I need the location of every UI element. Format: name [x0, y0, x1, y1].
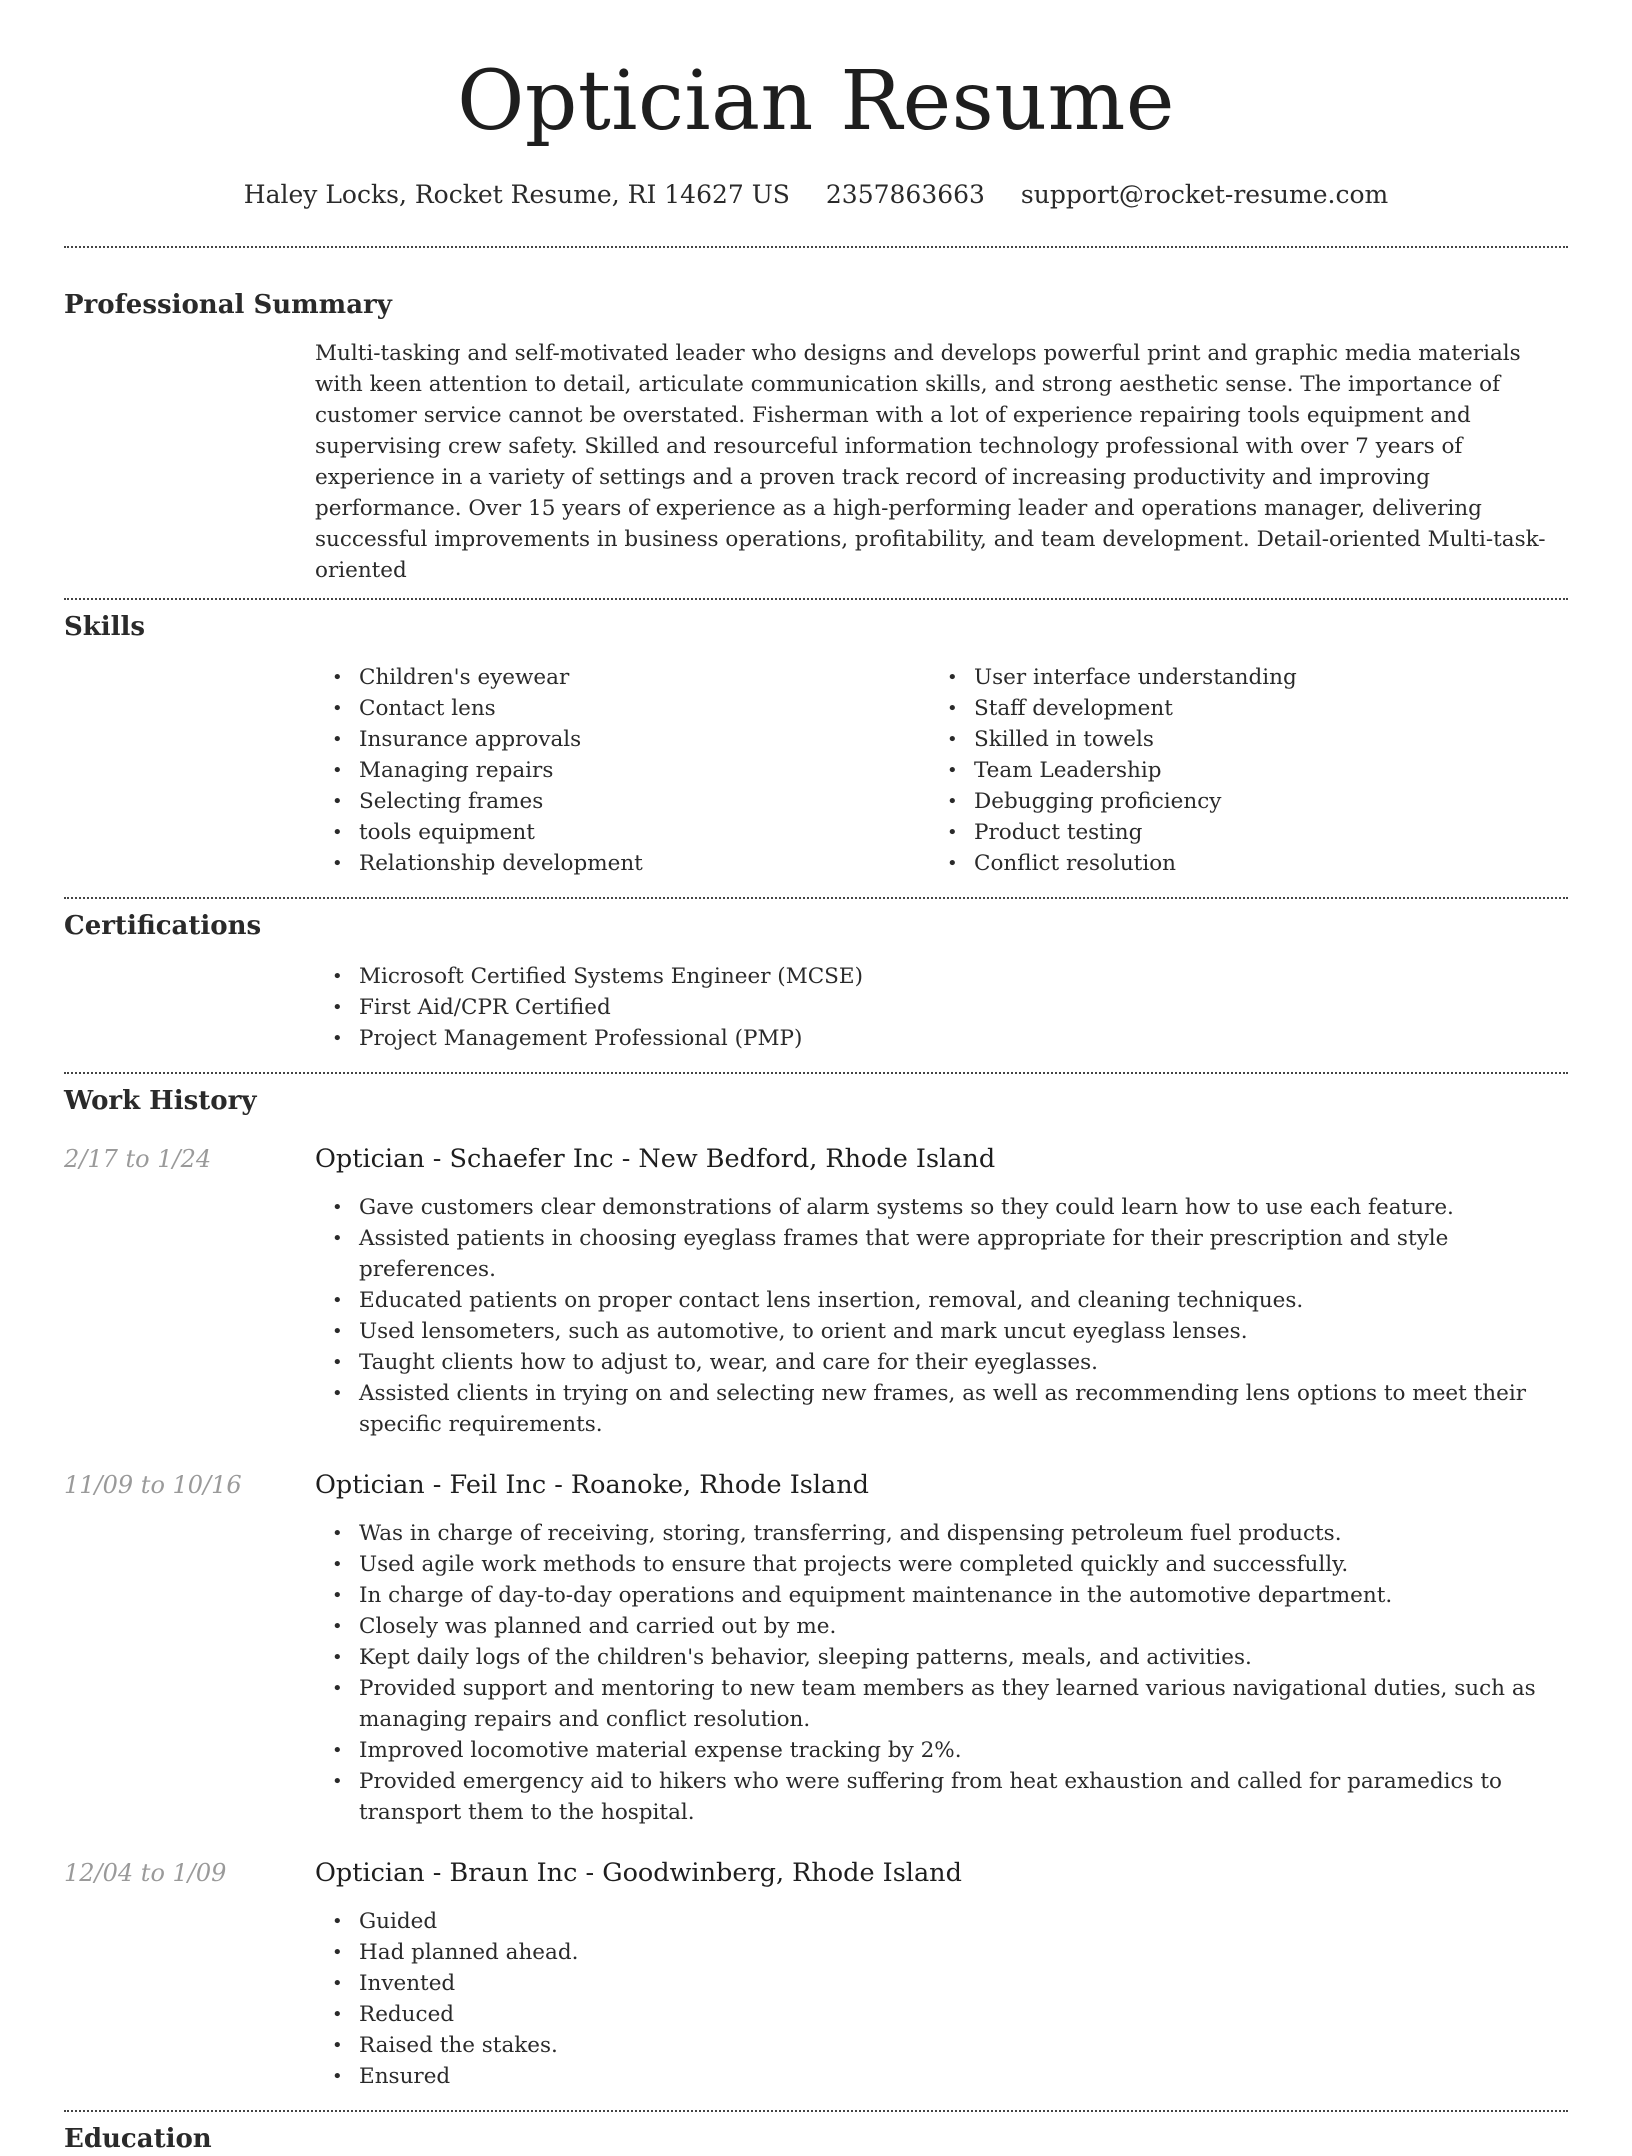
- skill-item: • Conflict resolution: [930, 848, 1545, 879]
- certifications-heading: Certifications: [64, 911, 262, 941]
- job-duty: • Improved locomotive material expense tracking by 2%.: [315, 1735, 1568, 1766]
- skills-heading: Skills: [64, 612, 146, 642]
- section-divider: [64, 2110, 1568, 2112]
- skill-item: • tools equipment: [315, 817, 930, 848]
- summary-text: Multi-tasking and self-motivated leader who designs and develops powerful print and graphic media materials with keen attention to detail, articulate communication skills, and strong aesthetic sense. The importance of customer service cannot be overstated. Fisherman with a lot of experience repairing tools equipment and supervising crew safety. Skilled and resourceful information technology professional with over 7 years of experience in a variety of settings and a proven track record of increasing productivity and improving performance. Over 15 years of experience as a high-performing leader and operations manager, delivering successful improvements in business operations, profitability, and team development. Detail-oriented Multi-task-oriented: [315, 341, 1546, 583]
- section-divider: [64, 1072, 1568, 1074]
- job-duty: • Educated patients on proper contact lens insertion, removal, and cleaning techniques.: [315, 1285, 1568, 1316]
- job-dates: 11/09 to 10/16: [64, 1471, 242, 1499]
- resume-title: Optician Resume: [457, 54, 1175, 149]
- section-divider: [64, 897, 1568, 899]
- job-duty: • Reduced: [315, 1999, 1568, 2030]
- skills-list-left: [315, 662, 930, 879]
- skill-item: • Skilled in towels: [930, 724, 1545, 755]
- job-duty: • Assisted clients in trying on and selecting new frames, as well as recommending lens options to meet their specific requirements.: [315, 1378, 1568, 1440]
- skill-item: • Selecting frames: [315, 786, 930, 817]
- job-duty: • Was in charge of receiving, storing, transferring, and dispensing petroleum fuel products.: [315, 1518, 1568, 1549]
- job-entry: [64, 1856, 1568, 2092]
- job-duty: • Had planned ahead.: [315, 1937, 1568, 1968]
- work-section: [64, 1084, 1568, 2092]
- skill-item: • Contact lens: [315, 693, 930, 724]
- section-divider: [64, 598, 1568, 600]
- job-duty: • Closely was planned and carried out by me.: [315, 1611, 1568, 1642]
- work-heading: Work History: [64, 1086, 257, 1116]
- certification-item: • Project Management Professional (PMP): [315, 1023, 1568, 1054]
- job-duty: • Provided emergency aid to hikers who were suffering from heat exhaustion and called for paramedics to transport them to the hospital.: [315, 1766, 1568, 1828]
- education-section: [64, 2122, 1568, 2156]
- skill-item: • Product testing: [930, 817, 1545, 848]
- job-duty: • Assisted patients in choosing eyeglass frames that were appropriate for their prescription and style preferences.: [315, 1223, 1568, 1285]
- job-duties: [315, 1906, 1568, 2092]
- certification-item: • First Aid/CPR Certified: [315, 992, 1568, 1023]
- education-heading: Education: [64, 2124, 212, 2154]
- job-header: [64, 1856, 1568, 1890]
- skill-item: • Debugging proficiency: [930, 786, 1545, 817]
- skills-grid: [315, 662, 1568, 879]
- skill-item: • Relationship development: [315, 848, 930, 879]
- job-header: [64, 1468, 1568, 1502]
- job-duty: • Invented: [315, 1968, 1568, 1999]
- contact-email: support@rocket-resume.com: [1020, 180, 1389, 209]
- skill-item: • Staff development: [930, 693, 1545, 724]
- job-dates: 12/04 to 1/09: [64, 1859, 227, 1887]
- skill-item: • User interface understanding: [930, 662, 1545, 693]
- job-duty: • Provided support and mentoring to new team members as they learned various navigational duties, such as managing repairs and conflict resolution.: [315, 1673, 1568, 1735]
- section-divider: [64, 246, 1568, 248]
- summary-section: [64, 288, 1568, 586]
- job-duty: • Taught clients how to adjust to, wear, and care for their eyeglasses.: [315, 1347, 1568, 1378]
- certifications-section: [64, 909, 1568, 1054]
- skill-item: • Team Leadership: [930, 755, 1545, 786]
- job-header: [64, 1142, 1568, 1176]
- job-entry: [64, 1468, 1568, 1828]
- contact-line: [64, 178, 1568, 212]
- certification-item: • Microsoft Certified Systems Engineer (MCSE): [315, 961, 1568, 992]
- contact-address: Haley Locks, Rocket Resume, RI 14627 US: [243, 180, 790, 209]
- skill-item: • Insurance approvals: [315, 724, 930, 755]
- job-duty: • In charge of day-to-day operations and equipment maintenance in the automotive department.: [315, 1580, 1568, 1611]
- job-title: Optician - Schaefer Inc - New Bedford, Rhode Island: [315, 1144, 996, 1174]
- skill-item: • Managing repairs: [315, 755, 930, 786]
- job-duty: • Guided: [315, 1906, 1568, 1937]
- job-dates: 2/17 to 1/24: [64, 1145, 212, 1173]
- summary-body: [315, 338, 1568, 586]
- job-duties: [315, 1518, 1568, 1828]
- contact-phone: 2357863663: [825, 180, 985, 209]
- job-entry: [64, 1142, 1568, 1440]
- summary-heading: Professional Summary: [64, 290, 392, 320]
- job-duty: • Gave customers clear demonstrations of alarm systems so they could learn how to use each feature.: [315, 1192, 1568, 1223]
- skills-list-right: [930, 662, 1545, 879]
- job-duty: • Ensured: [315, 2061, 1568, 2092]
- skill-item: • Children's eyewear: [315, 662, 930, 693]
- job-duties: [315, 1192, 1568, 1440]
- job-title: Optician - Braun Inc - Goodwinberg, Rhode Island: [315, 1858, 962, 1888]
- job-title: Optician - Feil Inc - Roanoke, Rhode Island: [315, 1470, 869, 1500]
- job-duty: • Used agile work methods to ensure that projects were completed quickly and successfully.: [315, 1549, 1568, 1580]
- job-duty: • Raised the stakes.: [315, 2030, 1568, 2061]
- job-duty: • Used lensometers, such as automotive, to orient and mark uncut eyeglass lenses.: [315, 1316, 1568, 1347]
- job-duty: • Kept daily logs of the children's behavior, sleeping patterns, meals, and activities.: [315, 1642, 1568, 1673]
- certifications-list: [315, 961, 1568, 1054]
- skills-section: [64, 610, 1568, 879]
